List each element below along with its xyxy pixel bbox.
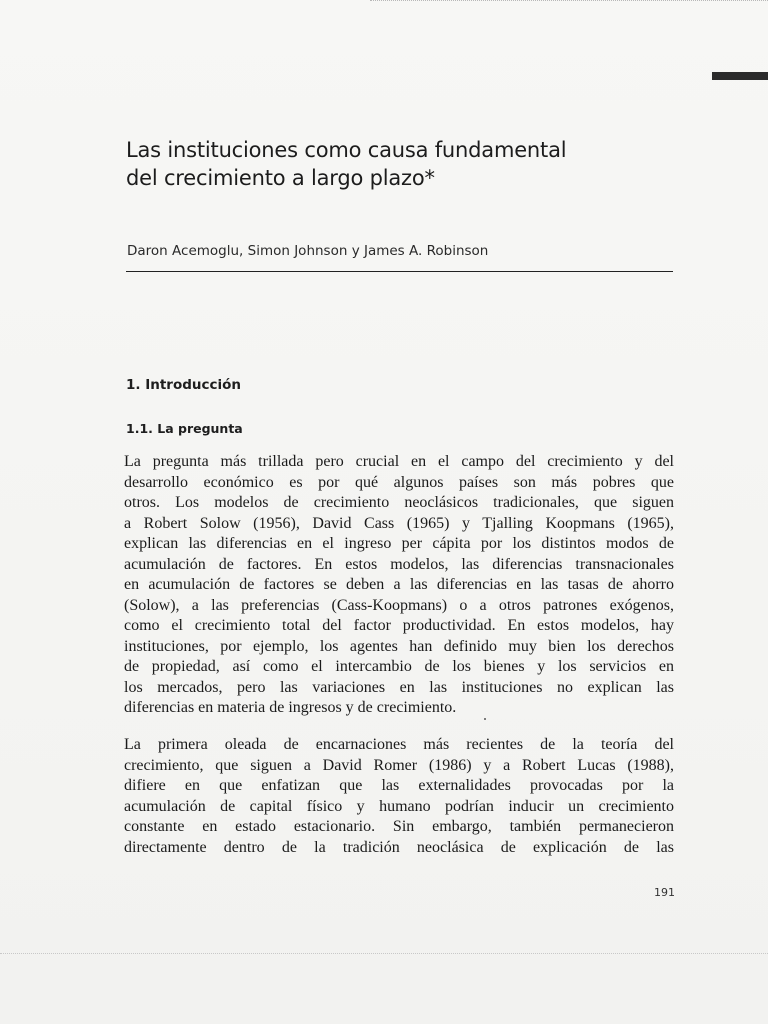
corner-tab-mark <box>712 72 768 80</box>
article-authors: Daron Acemoglu, Simon Johnson y James A. Robinson <box>127 243 489 259</box>
paragraph-line: La pregunta más trillada pero crucial en el campo del crecimiento y del <box>124 453 674 470</box>
title-line-1: Las instituciones como causa fundamental <box>126 138 567 162</box>
paragraph-line: acumulación de capital físico y humano podrían inducir un crecimiento <box>124 797 674 815</box>
page-number: 191 <box>654 886 675 899</box>
paragraph-line: como el crecimiento total del factor productividad. En estos modelos, hay <box>124 617 674 634</box>
scan-edge-bottom <box>0 953 768 955</box>
paragraph-line: explican las diferencias en el ingreso per cápita por los distintos modos de <box>124 535 674 552</box>
paragraph-line: en acumulación de factores se deben a las diferencias en las tasas de ahorro <box>124 576 674 593</box>
paragraph-line: los mercados, pero las variaciones en las instituciones no explican las <box>124 678 674 696</box>
subsection-heading: 1.1. La pregunta <box>126 421 243 436</box>
body-paragraph-1 <box>124 452 674 719</box>
paragraph-line: acumulación de factores. En estos modelos, las diferencias transnacionales <box>124 555 674 573</box>
title-line-2: del crecimiento a largo plazo* <box>126 166 435 190</box>
paragraph-line: crecimiento, que siguen a David Romer (1986) y a Robert Lucas (1988), <box>124 756 674 774</box>
article-title <box>126 136 686 192</box>
paragraph-line: constante en estado estacionario. Sin embargo, también permanecieron <box>124 818 674 835</box>
paragraph-line: instituciones, por ejemplo, los agentes han definido muy bien los derechos <box>124 637 674 655</box>
section-heading: 1. Introducción <box>126 377 242 393</box>
title-divider <box>126 271 673 272</box>
paragraph-line: desarrollo económico es por qué algunos países son más pobres que <box>124 473 674 491</box>
scan-speck <box>484 718 486 720</box>
body-paragraph-2 <box>124 735 674 858</box>
paragraph-line: a Robert Solow (1956), David Cass (1965) y Tjalling Koopmans (1965), <box>124 514 674 532</box>
paragraph-line: directamente dentro de la tradición neoclásica de explicación de las <box>124 838 674 856</box>
paragraph-line: difiere en que enfatizan que las externalidades provocadas por la <box>124 777 674 794</box>
paragraph-line: de propiedad, así como el intercambio de los bienes y los servicios en <box>124 658 674 675</box>
paragraph-line: diferencias en materia de ingresos y de crecimiento. <box>124 699 457 716</box>
scan-edge-top <box>370 0 768 2</box>
paragraph-line: otros. Los modelos de crecimiento neoclásicos tradicionales, que siguen <box>124 494 674 511</box>
paragraph-line: La primera oleada de encarnaciones más recientes de la teoría del <box>124 736 674 753</box>
paragraph-line: (Solow), a las preferencias (Cass-Koopmans) o a otros patrones exógenos, <box>124 596 674 614</box>
